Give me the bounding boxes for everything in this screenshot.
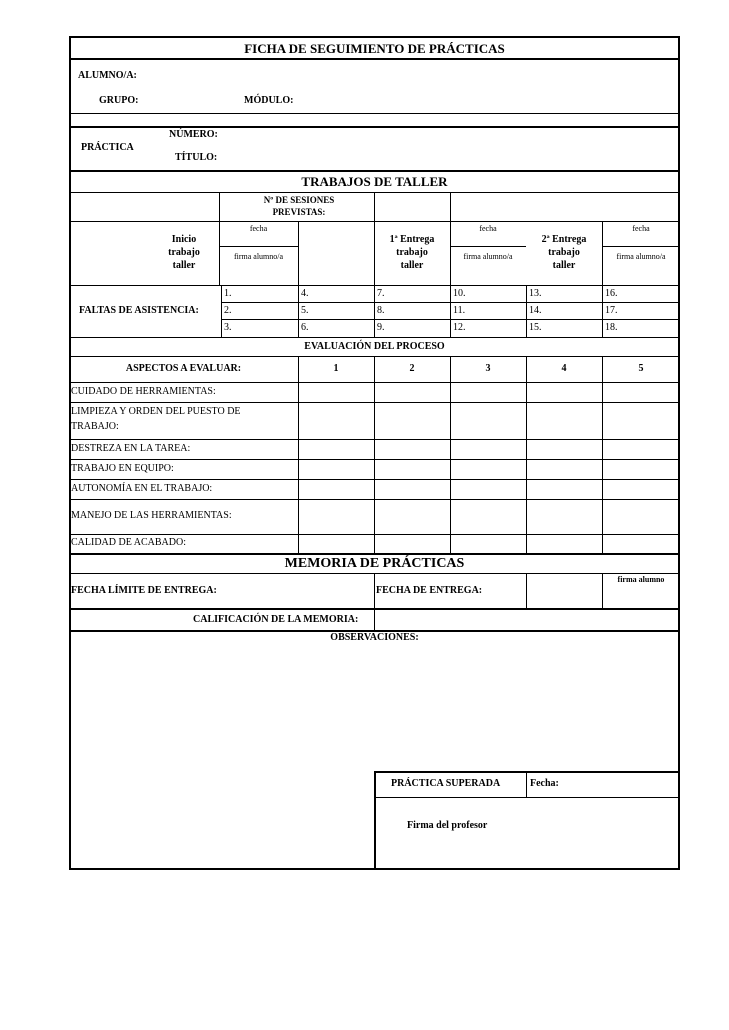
calificacion-label[interactable]: CALIFICACIÓN DE LA MEMORIA: [193,614,359,625]
falta-number[interactable]: 11. [453,305,466,316]
score-header: 5 [638,363,644,374]
entrega2-label-2: trabajo [548,247,580,258]
col-line [374,573,375,608]
col-line [602,356,603,553]
col-line [526,356,527,553]
memoria-title: MEMORIA DE PRÁCTICAS [284,556,465,571]
firma-label[interactable]: firma alumno/a [616,252,666,261]
score-header: 1 [333,363,339,374]
col-line [374,356,375,553]
grupo-label[interactable]: GRUPO: [99,95,139,106]
col-line [298,356,299,553]
falta-number[interactable]: 16. [605,288,618,299]
col-line [298,285,299,337]
falta-number[interactable]: 8. [377,305,385,316]
fecha-entrega-label[interactable]: FECHA DE ENTREGA: [376,585,483,596]
col-line [221,285,222,337]
inicio-label-2: trabajo [168,247,200,258]
firma-line [450,246,526,247]
aspect-label: DESTREZA EN LA TAREA: [71,443,191,454]
fecha-limite-label[interactable]: FECHA LÍMITE DE ENTREGA: [71,585,217,596]
faltas-label: FALTAS DE ASISTENCIA: [79,305,199,316]
observaciones-label[interactable]: OBSERVACIONES: [330,632,419,643]
entrega1-label-1: 1ª Entrega [389,234,435,245]
falta-number[interactable]: 10. [453,288,466,299]
falta-number[interactable]: 7. [377,288,385,299]
falta-number[interactable]: 2. [224,305,232,316]
col-line [450,285,451,337]
inicio-label-1: Inicio [171,234,197,245]
row-line [69,126,680,128]
superada-label[interactable]: PRÁCTICA SUPERADA [391,778,501,789]
falta-number[interactable]: 17. [605,305,618,316]
firma-line [602,246,680,247]
fecha-label[interactable]: fecha [479,224,497,233]
col-line [526,573,527,608]
falta-number[interactable]: 9. [377,322,385,333]
fecha-label[interactable]: fecha [632,224,650,233]
col-line [602,285,603,337]
falta-number[interactable]: 15. [529,322,542,333]
aspect-label: LIMPIEZA Y ORDEN DEL PUESTO DE [71,406,241,417]
practice-tracking-form [69,36,680,870]
firma-line [219,246,298,247]
aspect-label: MANEJO DE LAS HERRAMIENTAS: [71,510,232,521]
falta-number[interactable]: 6. [301,322,309,333]
falta-number[interactable]: 4. [301,288,309,299]
entrega2-label-1: 2ª Entrega [541,234,587,245]
row-line [69,170,680,172]
falta-number[interactable]: 1. [224,288,232,299]
sesiones-label-2: PREVISTAS: [272,207,326,217]
sesiones-label-1: Nº DE SESIONES [263,195,335,205]
falta-number[interactable]: 5. [301,305,309,316]
entrega1-label-2: trabajo [396,247,428,258]
taller-title: TRABAJOS DE TALLER [301,174,448,189]
row-line [69,113,680,114]
col-line [374,285,375,337]
score-header: 2 [409,363,415,374]
score-header: 4 [561,363,567,374]
col-line [526,285,527,337]
falta-number[interactable]: 12. [453,322,466,333]
form-title: FICHA DE SEGUIMIENTO DE PRÁCTICAS [244,41,505,56]
firma-label[interactable]: firma alumno/a [233,252,284,261]
fecha-label[interactable]: fecha [249,224,268,233]
score-header: 3 [485,363,491,374]
modulo-label[interactable]: MÓDULO: [244,95,294,106]
col-line [298,221,299,285]
falta-number[interactable]: 18. [605,322,618,333]
alumno-label[interactable]: ALUMNO/A: [78,70,137,81]
entrega1-label-3: taller [400,260,424,271]
col-line [374,608,375,630]
falta-number[interactable]: 3. [224,322,232,333]
col-line [450,192,451,222]
col-line [374,192,375,222]
firma-label[interactable]: firma alumno/a [463,252,513,261]
practica-label: PRÁCTICA [81,142,134,153]
aspectos-label: ASPECTOS A EVALUAR: [125,363,242,374]
superada-line [374,797,680,798]
col-line [450,356,451,553]
firma-alumno-label[interactable]: firma alumno [617,575,665,584]
row-line [69,553,680,555]
row-line [69,337,680,338]
aspect-label: TRABAJO EN EQUIPO: [71,463,174,474]
numero-label[interactable]: NÚMERO: [169,129,218,140]
titulo-label[interactable]: TÍTULO: [175,152,218,163]
firma-profesor-label[interactable]: Firma del profesor [407,820,488,831]
aspect-label: CUIDADO DE HERRAMIENTAS: [71,386,216,397]
superada-fecha-label[interactable]: Fecha: [530,778,559,789]
aspect-label: CALIDAD DE ACABADO: [71,537,186,548]
entrega2-label-3: taller [552,260,576,271]
col-line [219,192,220,222]
falta-number[interactable]: 13. [529,288,542,299]
aspect-label: AUTONOMÍA EN EL TRABAJO: [71,483,213,494]
col-line [526,771,527,797]
inicio-label-3: taller [172,260,196,271]
falta-number[interactable]: 14. [529,305,542,316]
aspect-label: TRABAJO: [71,421,119,432]
evaluacion-title: EVALUACIÓN DEL PROCESO [304,341,445,352]
